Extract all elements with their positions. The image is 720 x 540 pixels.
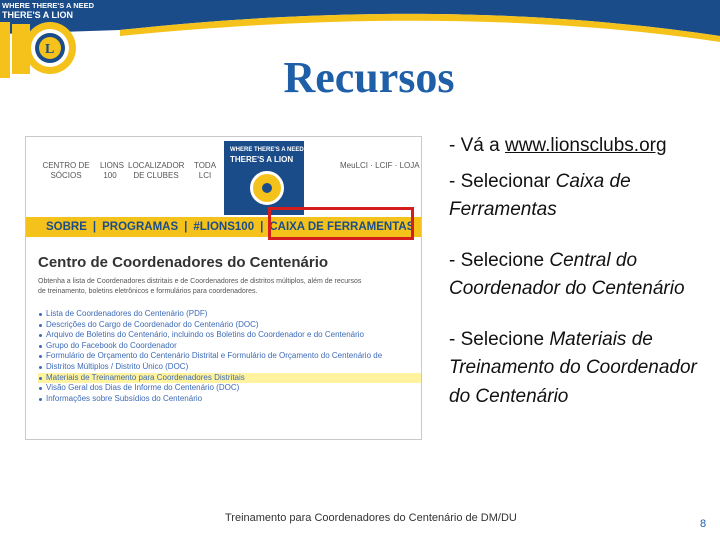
resource-link[interactable]: Lista de Coordenadores do Centenário (PDF): [38, 309, 421, 320]
instruction-target: Central do Coordenador do Centenário: [449, 249, 685, 299]
site-logo-emblem: [250, 171, 284, 205]
instruction-prefix: - Selecionar: [449, 170, 556, 192]
resource-link[interactable]: Visão Geral dos Dias de Informe do Centenário (DOC): [38, 383, 421, 394]
instruction-target: Materiais de Treinamento do Coordenador do Centenário: [449, 328, 697, 407]
highlight-box: [268, 207, 414, 240]
resource-link[interactable]: Formulário de Orçamento do Centenário Distrital e Formulário de Orçamento do Centenário de: [38, 351, 421, 362]
page-number: 8: [700, 518, 707, 530]
resource-link-highlighted[interactable]: Materiais de Treinamento para Coordenadores Distritais: [38, 373, 421, 384]
nav-item-lions-100[interactable]: LIONS 100: [100, 161, 125, 180]
instruction-target: Caixa de Ferramentas: [449, 170, 631, 220]
instruction-item: [434, 326, 714, 412]
nav-item-localizador[interactable]: LOCALIZADOR DE CLUBES: [128, 161, 185, 180]
intro-line-2: de treinamento, boletins eletrônicos e formulários para coordenadores.: [38, 288, 258, 295]
instruction-prefix: - Vá a: [449, 135, 505, 156]
resource-link[interactable]: Distritos Múltiplos / Distrito Único (DOC): [38, 362, 421, 373]
site-main-menu: SOBRE | PROGRAMAS | #LIONS100 | CAIXA DE FERRAMENTAS: [46, 221, 415, 233]
instruction-item: [434, 247, 714, 304]
site-logo-tagline-2: THERE'S A LION: [230, 155, 294, 164]
site-nav-right[interactable]: MeuLCI · LCIF · LOJA: [340, 161, 420, 170]
instruction-list: [434, 132, 714, 433]
site-intro-text: [38, 277, 413, 297]
lionsclubs-link[interactable]: www.lionsclubs.org: [504, 135, 667, 156]
site-page-heading: Centro de Coordenadores do Centenário: [38, 254, 329, 271]
site-logo-tagline-1: WHERE THERE'S A NEED: [230, 147, 304, 153]
site-resource-links: [38, 309, 421, 404]
slide-footer: Treinamento para Coordenadores do Centenário de DM/DU: [225, 512, 517, 524]
svg-text:L: L: [45, 42, 55, 57]
logo-tagline-1: WHERE THERE'S A NEED: [2, 1, 95, 10]
site-logo: [224, 141, 304, 215]
site-header: [26, 137, 421, 215]
instruction-prefix: - Selecione: [449, 249, 550, 271]
resource-link[interactable]: Descrições do Cargo de Coordenador do Centenário (DOC): [38, 320, 421, 331]
resource-link[interactable]: Arquivo de Boletins do Centenário, incluindo os Boletins do Coordenador e do Centenário: [38, 330, 421, 341]
menu-item-sobre[interactable]: SOBRE: [46, 221, 87, 233]
nav-item-centro-socios[interactable]: CENTRO DE SÓCIOS: [42, 161, 90, 180]
nav-item-toda-lci[interactable]: TODA LCI: [193, 161, 217, 180]
instruction-prefix: - Selecione: [449, 328, 550, 350]
resource-link[interactable]: Grupo do Facebook do Coordenador: [38, 341, 421, 352]
slide-title: Recursos: [283, 53, 455, 102]
logo-tagline-2: THERE'S A LION: [2, 10, 73, 20]
header-banner: [0, 0, 720, 50]
menu-item-caixa-ferramentas[interactable]: CAIXA DE FERRAMENTAS: [269, 221, 415, 233]
menu-item-programas[interactable]: PROGRAMAS: [102, 221, 179, 233]
instruction-item: [434, 168, 714, 225]
menu-item-lions100[interactable]: #LIONS100: [193, 221, 255, 233]
instruction-item: [434, 132, 714, 161]
site-nav-left: [40, 161, 226, 181]
intro-line-1: Obtenha a lista de Coordenadores distritais e de Coordenadores de distritos múltiplos, além de recursos: [38, 278, 362, 285]
website-screenshot: [25, 136, 422, 440]
resource-link[interactable]: Informações sobre Subsídios do Centenário: [38, 394, 421, 405]
